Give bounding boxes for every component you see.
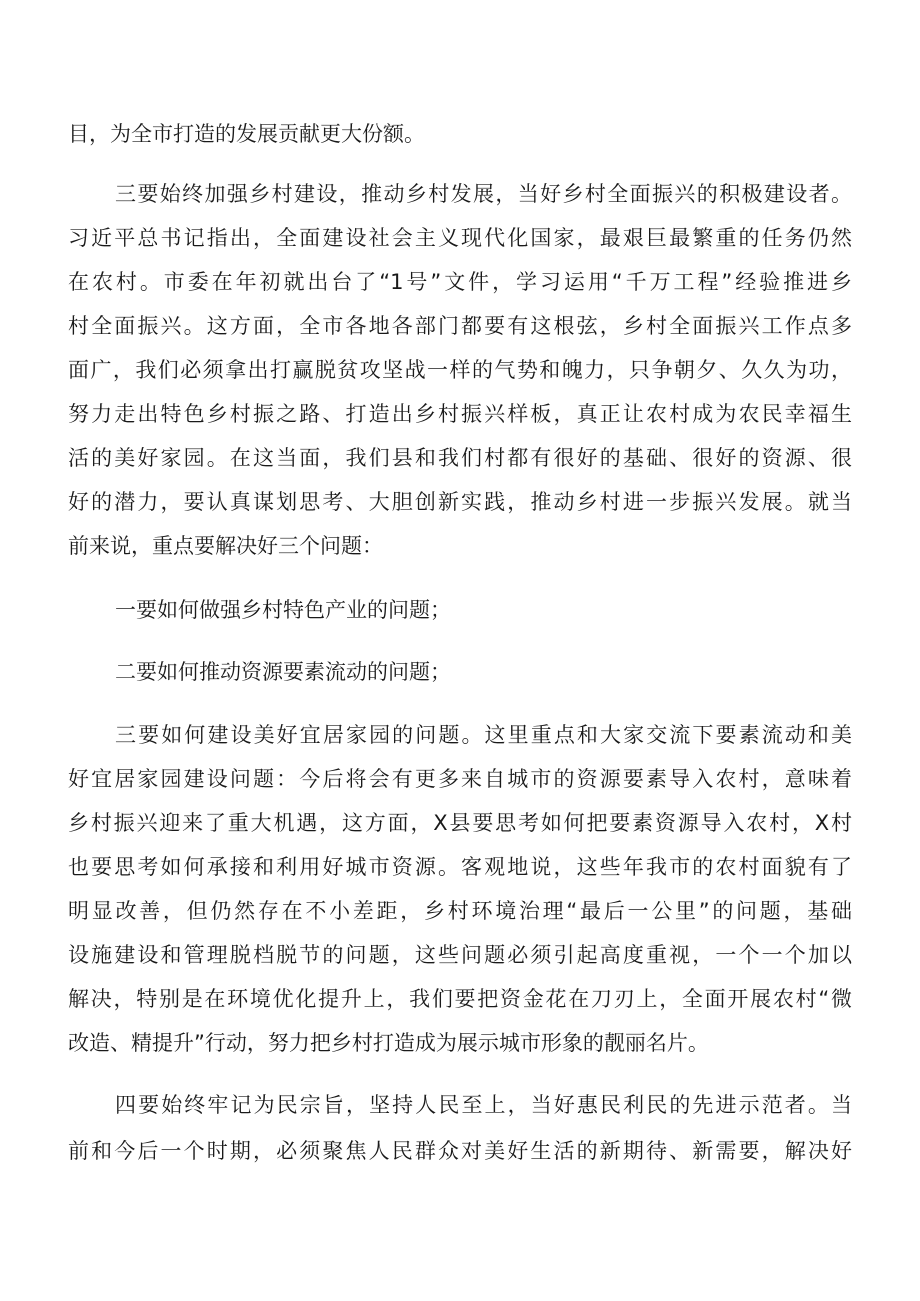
- text-line: 前来说，重点要解决好三个问题：: [68, 534, 383, 558]
- list-item: 二要如何推动资源要素流动的问题；: [115, 660, 451, 684]
- list-item: 一要如何做强乡村特色产业的问题；: [115, 598, 451, 622]
- text-line: 目，为全市打造的发展贡献更大份额。: [68, 122, 425, 146]
- text-line: 习近平总书记指出，全面建设社会主义现代化国家，最艰巨最繁重的任务仍然: [68, 226, 852, 250]
- paragraph-heading-3: 三要始终加强乡村建设，推动乡村发展，当好乡村全面振兴的积极建设者。: [115, 182, 852, 206]
- text-line: 设施建设和管理脱档脱节的问题，这些问题必须引起高度重视，一个一个加以: [68, 943, 852, 967]
- text-line: 乡村振兴迎来了重大机遇，这方面，X县要思考如何把要素资源导入农村，X村: [68, 811, 852, 835]
- text-line: 也要思考如何承接和利用好城市资源。客观地说，这些年我市的农村面貌有了: [68, 855, 852, 879]
- text-line: 好的潜力，要认真谋划思考、大胆创新实践，推动乡村进一步振兴发展。就当: [68, 490, 852, 514]
- text-line: 村全面振兴。这方面，全市各地各部门都要有这根弦，乡村全面振兴工作点多: [68, 314, 852, 338]
- text-line: 活的美好家园。在这当面，我们县和我们村都有很好的基础、很好的资源、很: [68, 446, 852, 470]
- text-line: 努力走出特色乡村振之路、打造出乡村振兴样板，真正让农村成为农民幸福生: [68, 402, 852, 426]
- text-line: 面广，我们必须拿出打赢脱贫攻坚战一样的气势和魄力，只争朝夕、久久为功，: [68, 358, 852, 382]
- list-item: 三要如何建设美好宜居家园的问题。这里重点和大家交流下要素流动和美: [115, 723, 852, 747]
- text-line: 改造、精提升”行动，努力把乡村打造成为展示城市形象的靓丽名片。: [68, 1031, 709, 1055]
- text-line: 在农村。市委在年初就出台了“1号”文件，学习运用“千万工程”经验推进乡: [68, 270, 852, 294]
- text-line: 明显改善，但仍然存在不小差距，乡村环境治理“最后一公里”的问题，基础: [68, 899, 852, 923]
- paragraph-heading-4: 四要始终牢记为民宗旨，坚持人民至上，当好惠民利民的先进示范者。当: [115, 1093, 852, 1117]
- text-line: 前和今后一个时期，必须聚焦人民群众对美好生活的新期待、新需要，解决好: [68, 1139, 852, 1163]
- text-line: 好宜居家园建设问题：今后将会有更多来自城市的资源要素导入农村，意味着: [68, 767, 852, 791]
- text-line: 解决，特别是在环境优化提升上，我们要把资金花在刀刃上，全面开展农村“微: [68, 987, 852, 1011]
